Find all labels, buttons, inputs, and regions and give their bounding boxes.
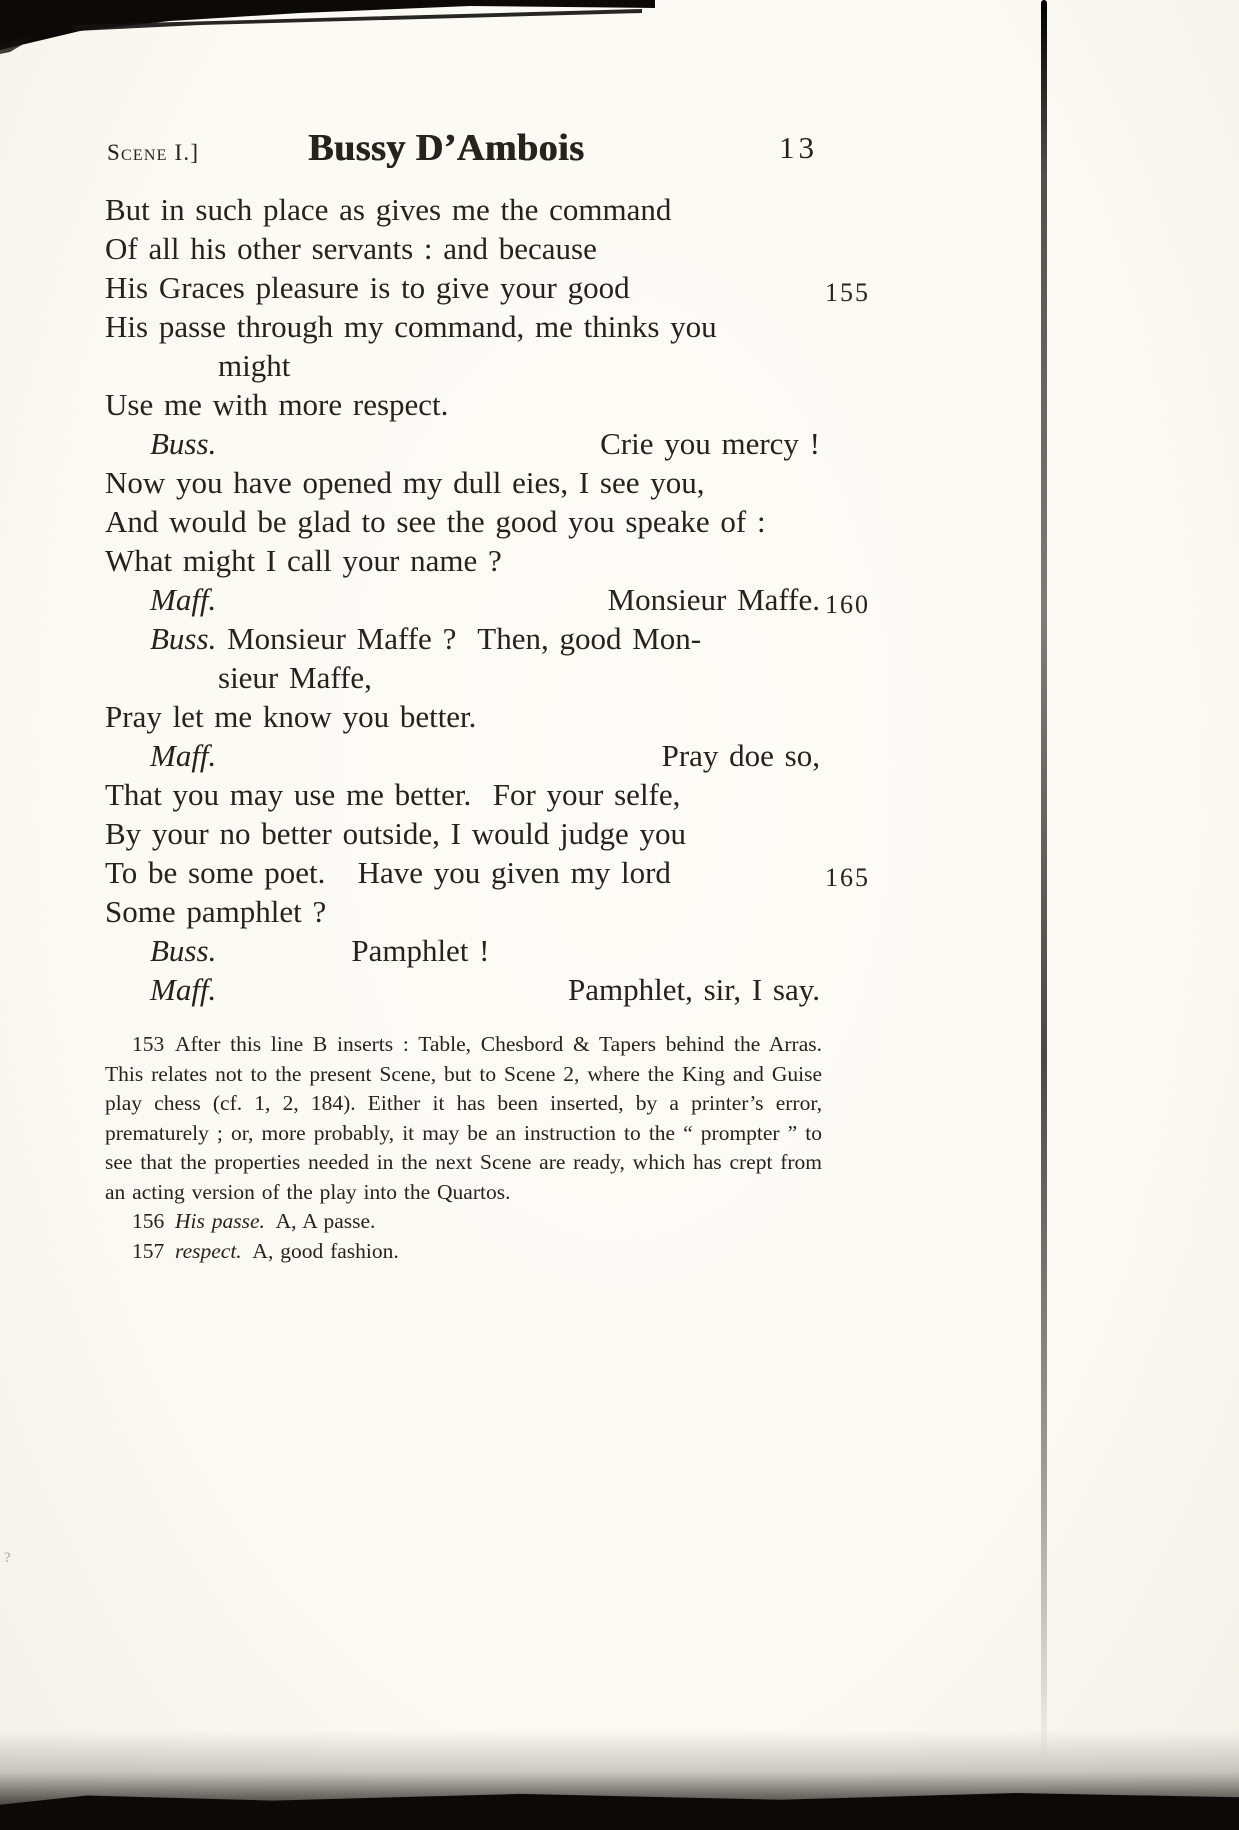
verse-text: Now you have opened my dull eies, I see you, (105, 465, 705, 500)
verse-text: Monsieur Maffe ? Then, good Mon- (216, 621, 702, 656)
line-number: 160 (825, 590, 870, 619)
verse-text: His Graces pleasure is to give your good (105, 270, 630, 305)
footnote (105, 1207, 822, 1237)
footnote (105, 1237, 822, 1267)
line-number: 165 (825, 863, 870, 892)
verse-line (105, 853, 905, 892)
verse-text: But in such place as gives me the command (105, 192, 672, 227)
scene-label: Scene I.] (107, 140, 200, 165)
footnote (105, 1030, 822, 1207)
footnote-number: 157 (132, 1238, 165, 1263)
verse-line (105, 814, 905, 853)
verse-text: By your no better outside, I would judge you (105, 816, 687, 851)
verse-text: Pray let me know you better. (105, 699, 477, 734)
verse-line (105, 463, 905, 502)
verse-line (105, 970, 905, 1009)
page-header (105, 126, 905, 184)
verse-line (105, 697, 905, 736)
verse-line (105, 931, 905, 970)
verse-text: Use me with more respect. (105, 387, 449, 422)
verse-text: might (218, 348, 291, 383)
verse-line (105, 619, 905, 658)
verse-line (105, 424, 905, 463)
verse-line (105, 736, 905, 775)
footnote-number: 156 (132, 1209, 165, 1233)
verse-text: And would be glad to see the good you speake of : (105, 504, 766, 539)
footnote-lemma: respect. (164, 1238, 242, 1263)
verse-text: Of all his other servants : and because (105, 231, 597, 266)
verse-text: What might I call your name ? (105, 543, 502, 578)
footnote-text: A, good fashion. (241, 1238, 399, 1263)
scan-artifact-bottom-edge (0, 1730, 1239, 1830)
verse-text: His passe through my command, me thinks you (105, 309, 717, 344)
footnotes-block (105, 1030, 822, 1266)
book-title: Bussy D’Ambois (308, 127, 585, 169)
verse-line (105, 541, 905, 580)
footnote-lemma: His passe. (164, 1209, 265, 1233)
verse-line (105, 580, 905, 619)
line-number: 155 (825, 278, 870, 307)
speaker-label: Maff. (150, 582, 217, 617)
verse-text: To be some poet. Have you given my lord (105, 855, 671, 890)
verse-line (105, 268, 905, 307)
footnote-number: 153 (132, 1032, 165, 1056)
footnote-text: After this line B inserts : Table, Chesbord & Tapers behind the Arras. This relates not to the present Scene, but to Scene 2, where the King and Guise play chess (cf. 1, 2, 184). Either it has been inserted, by a printer’s error, prematurely ; or, more probably, it may be an instruction to the “ prompter ” to see that the properties needed in the next Scene are ready, which has crept from an acting version of the play into the Quartos. (105, 1032, 822, 1204)
verse-line (105, 502, 905, 541)
verse-line (105, 307, 905, 346)
verse-text-right: Pray doe so, (661, 738, 820, 773)
verse-text-right: Crie you mercy ! (600, 426, 820, 461)
verse-line (105, 658, 905, 697)
speaker-label: Buss. (150, 621, 217, 656)
verse-text-mid: Pamphlet ! (351, 933, 490, 968)
speaker-label: Buss. (150, 933, 217, 968)
speaker-label: Maff. (150, 972, 217, 1007)
verse-line (105, 229, 905, 268)
verse-text-right: Monsieur Maffe. (607, 582, 820, 617)
verse-text: That you may use me better. For your selfe, (105, 777, 681, 812)
torn-edge-graphic (0, 0, 660, 54)
verse-line (105, 775, 905, 814)
speaker-label: Buss. (150, 426, 217, 461)
scan-artifact-top-edge (0, 0, 660, 54)
verse-line (105, 190, 905, 229)
verse-line (105, 346, 905, 385)
scan-speck: ? (4, 1550, 11, 1566)
verse-text-right: Pamphlet, sir, I say. (568, 972, 820, 1007)
verse-line (105, 385, 905, 424)
footnote-text: A, A passe. (264, 1209, 376, 1233)
verse-text: Some pamphlet ? (105, 894, 327, 929)
verse-line (105, 892, 905, 931)
speaker-label: Maff. (150, 738, 217, 773)
verse-text: sieur Maffe, (218, 660, 372, 695)
scan-artifact-binding-shadow (1041, 0, 1047, 1760)
page-number: 13 (779, 130, 818, 165)
verse-block (105, 190, 905, 1009)
